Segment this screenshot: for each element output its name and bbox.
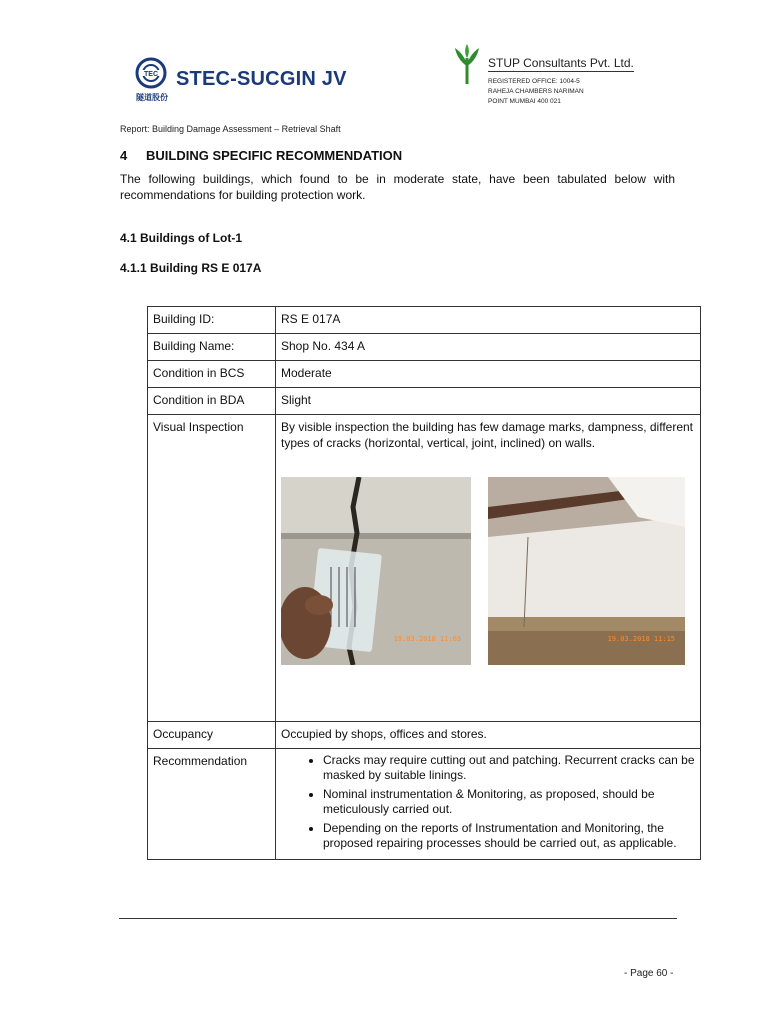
building-id-value: RS E 017A (276, 307, 701, 334)
section-heading (120, 148, 402, 163)
table-row (148, 749, 701, 860)
table-row (148, 722, 701, 749)
occupancy-label: Occupancy (148, 722, 276, 749)
subsection-heading: 4.1 Buildings of Lot-1 (120, 231, 242, 245)
footer-divider (119, 918, 677, 919)
building-info-table (147, 306, 701, 860)
photo-timestamp: 19.03.2018 11:15 (607, 635, 675, 643)
ceiling-beam-photo (488, 477, 685, 665)
occupancy-value: Occupied by shops, offices and stores. (276, 722, 701, 749)
recommendation-item: • Cracks may require cutting out and patching. Recurrent cracks can be masked by suitable linings. (323, 753, 695, 783)
inspection-photos (281, 477, 695, 717)
report-title-line: Report: Building Damage Assessment – Retrieval Shaft (120, 124, 341, 134)
plant-icon (452, 44, 482, 84)
stec-chinese-text: 隧道股份 (136, 93, 168, 102)
stup-company-name: STUP Consultants Pvt. Ltd. (488, 56, 634, 70)
crack-gauge-photo (281, 477, 471, 665)
table-row (148, 334, 701, 361)
section-title: BUILDING SPECIFIC RECOMMENDATION (146, 148, 403, 163)
stup-address-line: POINT MUMBAI 400 021 (488, 98, 561, 105)
table-row (148, 361, 701, 388)
building-name-value: Shop No. 434 A (276, 334, 701, 361)
recommendation-list (281, 753, 695, 851)
page-number: - Page 60 - (624, 968, 674, 979)
photo-timestamp: 19.03.2018 11:03 (393, 635, 461, 643)
recommendation-item: • Nominal instrumentation & Monitoring, as proposed, should be meticulously carried out. (323, 787, 695, 817)
stup-consultants-logo (452, 44, 652, 114)
building-id-label: Building ID: (148, 307, 276, 334)
condition-bda-value: Slight (276, 388, 701, 415)
recommendation-cell (276, 749, 701, 860)
table-row (148, 307, 701, 334)
recommendation-item: • Depending on the reports of Instrumentation and Monitoring, the proposed repairing processes should be carried out, as applicable. (323, 821, 695, 851)
stup-address-line: REGISTERED OFFICE: 1004-5 (488, 78, 580, 85)
visual-inspection-cell (276, 415, 701, 722)
visual-inspection-label: Visual Inspection (148, 415, 276, 722)
condition-bcs-value: Moderate (276, 361, 701, 388)
stup-address-line: RAHEJA CHAMBERS NARIMAN (488, 88, 584, 95)
stup-address (488, 77, 584, 107)
visual-inspection-text: By visible inspection the building has few damage marks, dampness, different types of cracks (horizontal, vertical, joint, inclined) on walls. (281, 420, 694, 450)
subsubsection-heading: 4.1.1 Building RS E 017A (120, 261, 262, 275)
condition-bcs-label: Condition in BCS (148, 361, 276, 388)
table-row (148, 388, 701, 415)
stec-logo-text: STEC-SUCGIN JV (176, 68, 347, 90)
stec-emblem-label: TEC (144, 71, 158, 78)
section-number: 4 (120, 148, 128, 163)
recommendation-label: Recommendation (148, 749, 276, 860)
intro-paragraph: The following buildings, which found to be in moderate state, have been tabulated below with recommendations for building protection work. (120, 172, 675, 202)
stec-sucgin-logo (134, 56, 354, 106)
condition-bda-label: Condition in BDA (148, 388, 276, 415)
building-name-label: Building Name: (148, 334, 276, 361)
table-row (148, 415, 701, 722)
